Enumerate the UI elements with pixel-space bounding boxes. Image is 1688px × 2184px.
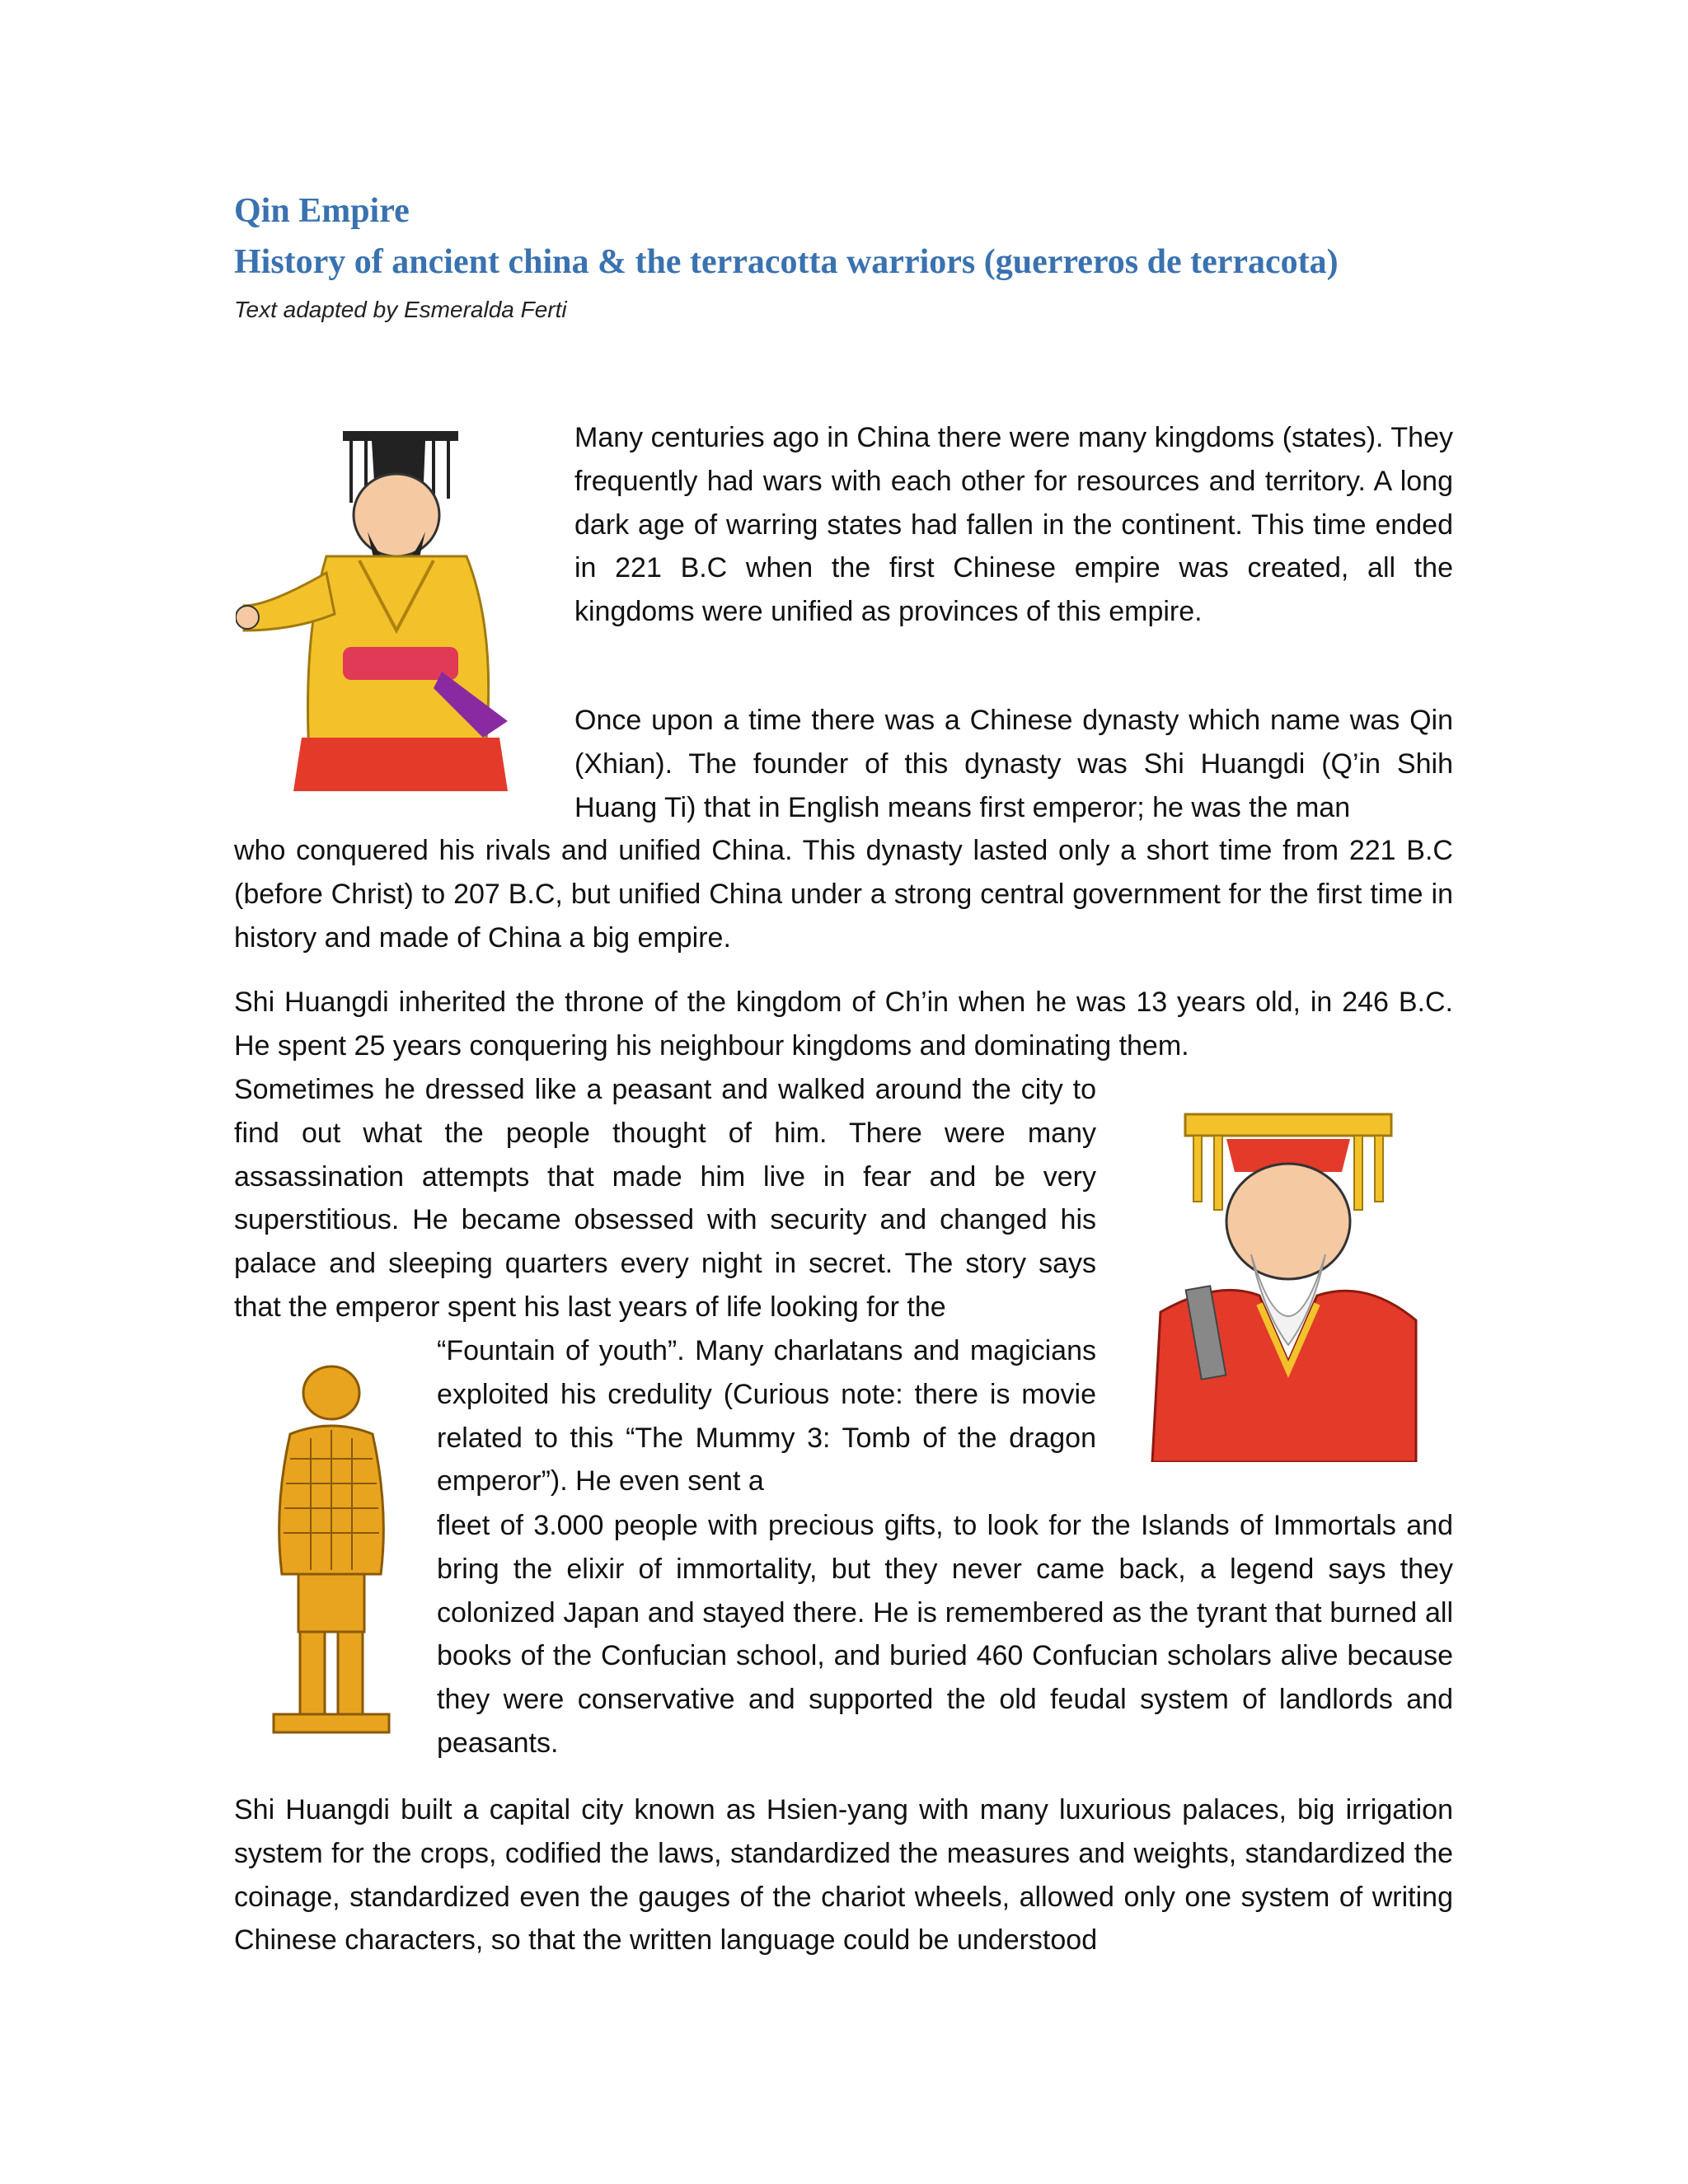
paragraph-qin-dynasty-continued: who conquered his rivals and unified China. This dynasty lasted only a short time from 221 B.C (before Christ) to 207 B.C, but unified China under a strong central government for the first time in history and made of China a big empire.	[234, 835, 1453, 954]
page-title: Qin Empire	[234, 192, 410, 230]
emperor-illustration	[236, 424, 534, 801]
page-subtitle: History of ancient china & the terracotta warriors (guerreros de terracota)	[234, 243, 1339, 281]
old-emperor-illustration	[1136, 1098, 1432, 1462]
paragraph-fountain-of-youth: “Fountain of youth”. Many charlatans and magicians exploited his credulity (Curious note: there is movie related to this “The Mummy 3: Tomb of the dragon emperor”). He even sent a	[437, 1335, 1096, 1497]
paragraph-superstitions: Sometimes he dressed like a peasant and walked around the city to find out what the people thought of him. There were many assassination attempts that made him live in fear and be very superstitious. He became obsessed with security and changed his palace and sleeping quarters every night in secret. The story says that the emperor spent his last years of life looking for the	[234, 1074, 1096, 1323]
paragraph-intro: Many centuries ago in China there were many kingdoms (states). They frequently had wars with each other for resources and territory. A long dark age of warring states had fallen in the continent. This time ended in 221 B.C when the first Chinese empire was created, all the kingdoms were unified as provinces of this empire.	[574, 422, 1453, 628]
paragraph-immortals: fleet of 3.000 people with precious gifts, to look for the Islands of Immortals and bring the elixir of immortality, but they never came back, a legend says they colonized Japan and stayed there. He is remembered as the tyrant that burned all books of the Confucian school, and buried 460 Confucian scholars alive because they were conservative and supported the old feudal system of landlords and peasants.	[437, 1510, 1453, 1759]
paragraph-capital-city: Shi Huangdi built a capital city known as Hsien-yang with many luxurious palaces, big irrigation system for the crops, codified the laws, standardized the measures and weights, standardized the coinage, standardized even the gauges of the chariot wheels, allowed only one system of writing Chinese characters, so that the written language could be understood	[234, 1794, 1453, 1957]
paragraph-shi-huangdi: Shi Huangdi inherited the throne of the kingdom of Ch’in when he was 13 years old, in 246 B.C. He spent 25 years conquering his neighbour kingdoms and dominating them.	[234, 987, 1453, 1062]
paragraph-qin-dynasty: Once upon a time there was a Chinese dynasty which name was Qin (Xhian). The founder of this dynasty was Shi Huangdi (Q’in Shih Huang Ti) that in English means first emperor; he was the man	[574, 705, 1453, 823]
author-credit: Text adapted by Esmeralda Ferti	[234, 297, 567, 322]
terracotta-warrior-illustration	[257, 1360, 404, 1743]
